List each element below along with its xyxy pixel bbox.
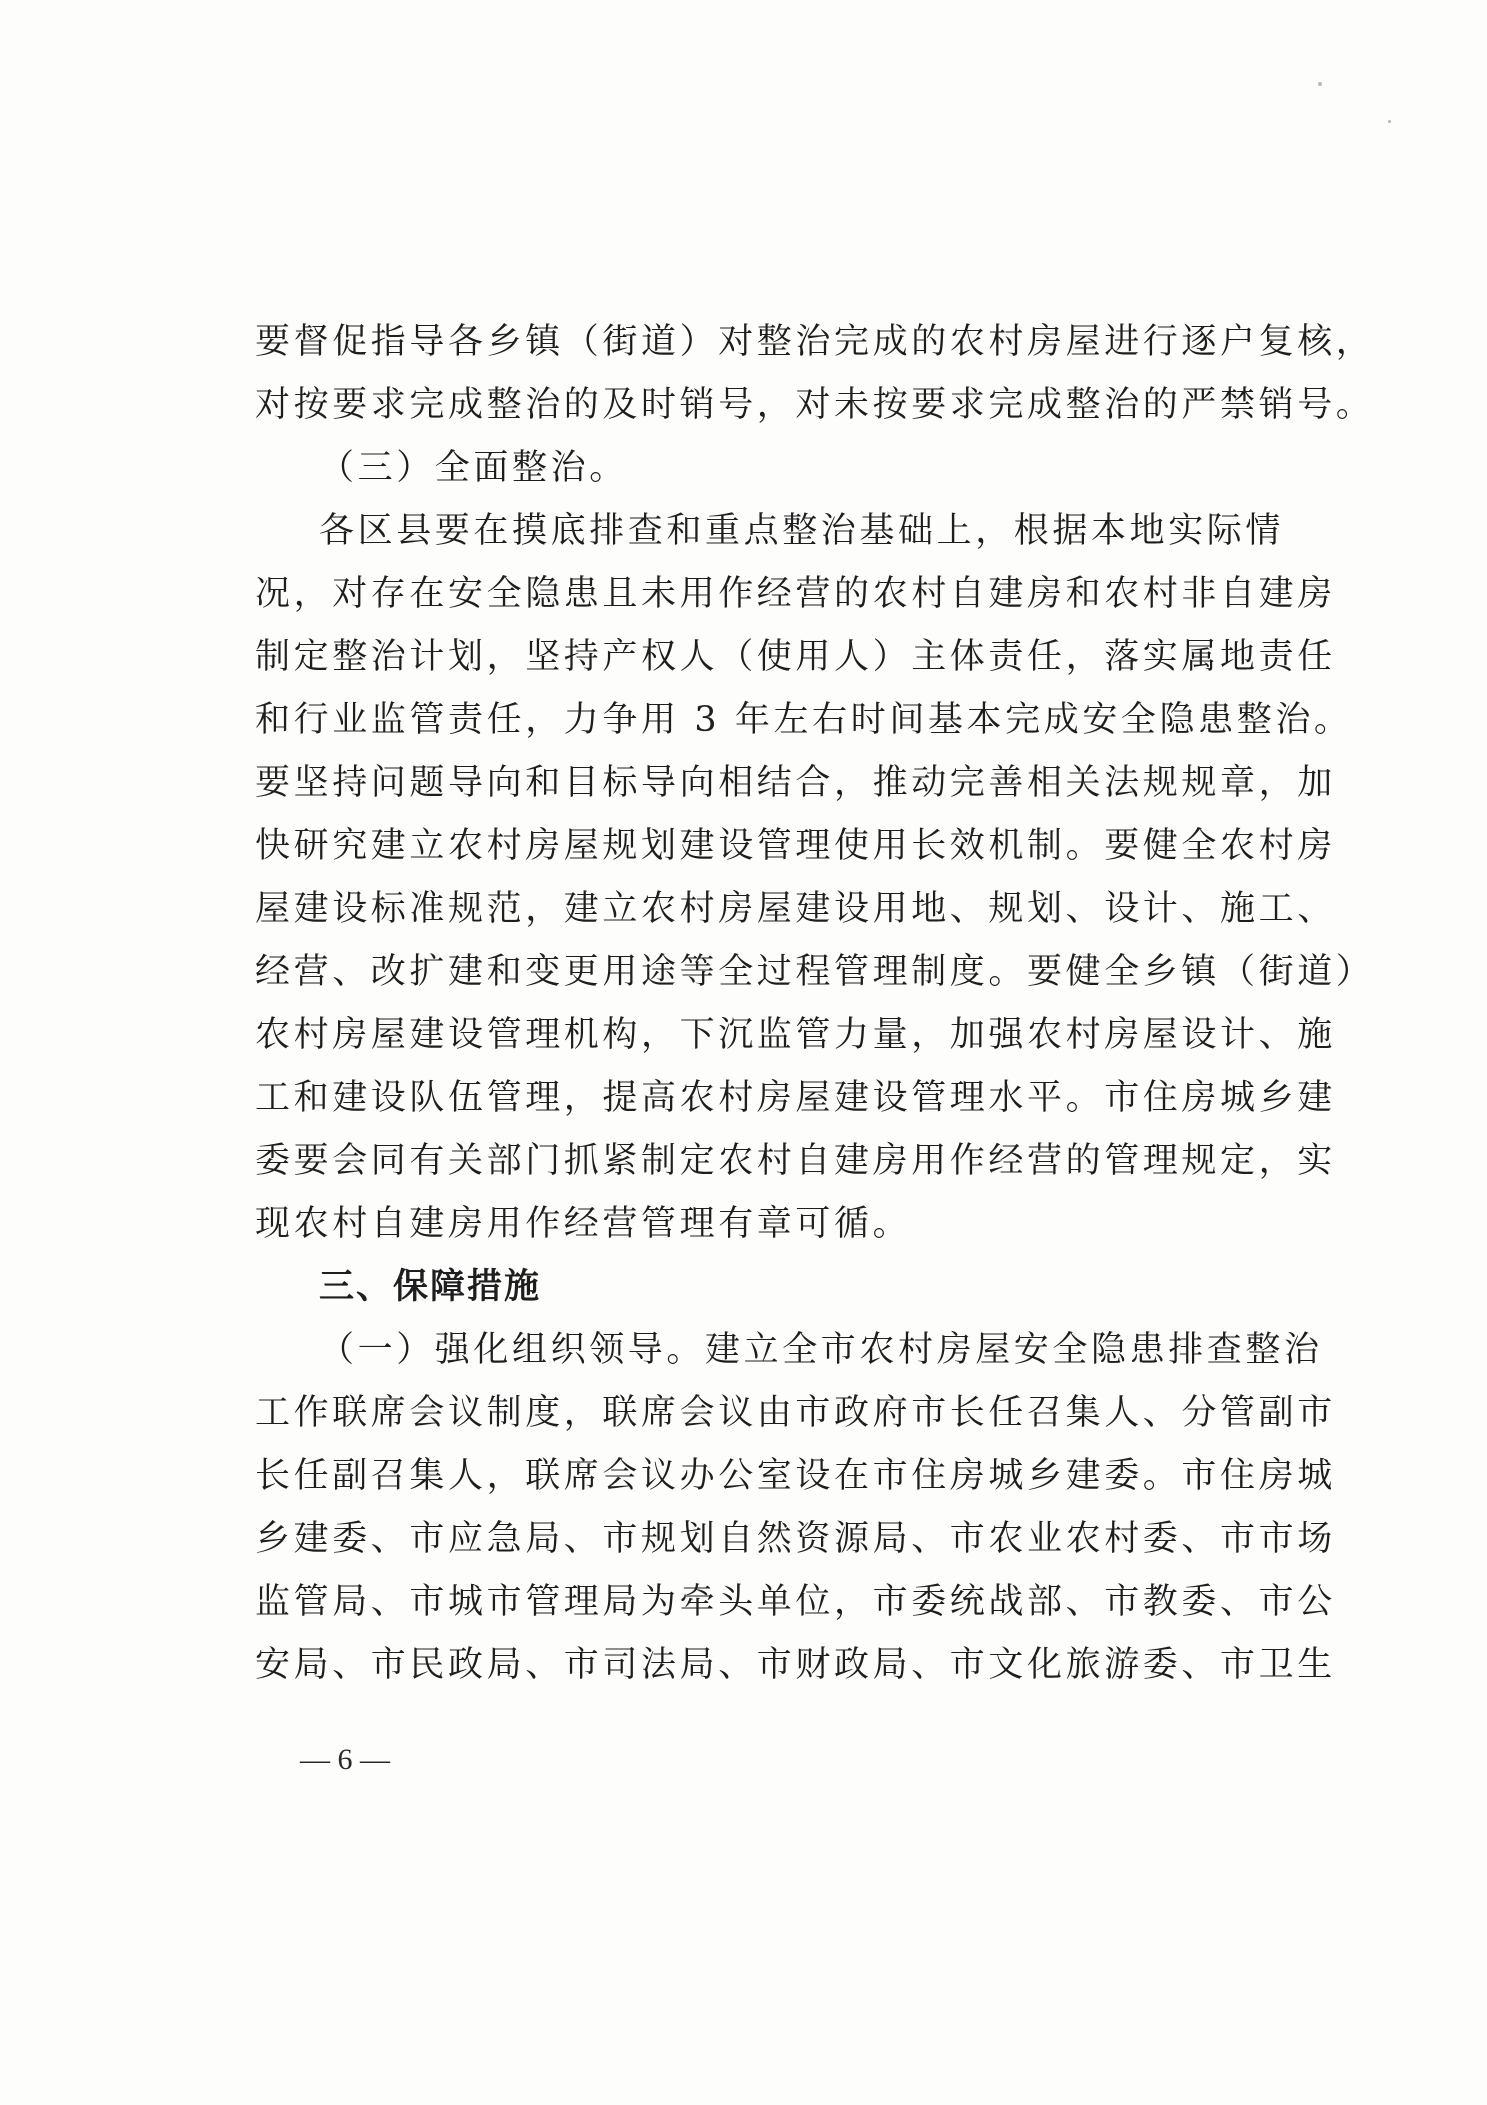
body-text-line: （一）强化组织领导。建立全市农村房屋安全隐患排查整治	[319, 1330, 1323, 1370]
body-text-line: 委要会同有关部门抓紧制定农村自建房用作经营的管理规定，实	[255, 1141, 1336, 1181]
body-text-line: 工和建设队伍管理，提高农村房屋建设管理水平。市住房城乡建	[255, 1078, 1336, 1118]
body-text-line: 经营、改扩建和变更用途等全过程管理制度。要健全乡镇（街道）	[255, 952, 1375, 992]
body-text-line: 乡建委、市应急局、市规划自然资源局、市农业农村委、市市场	[255, 1519, 1336, 1559]
section-heading: 三、保障措施	[319, 1267, 542, 1307]
body-text-line: 现农村自建房用作经营管理有章可循。	[255, 1204, 912, 1244]
body-text-line: 屋建设标准规范，建立农村房屋建设用地、规划、设计、施工、	[255, 889, 1336, 929]
body-text-line: 要坚持问题导向和目标导向相结合，推动完善相关法规规章，加	[255, 763, 1336, 803]
body-text-line: 和行业监管责任，力争用 3 年左右时间基本完成安全隐患整治。	[255, 700, 1353, 740]
body-text-line: 工作联席会议制度，联席会议由市政府市长任召集人、分管副市	[255, 1393, 1336, 1433]
body-text-line: 对按要求完成整治的及时销号，对未按要求完成整治的严禁销号。	[255, 385, 1375, 425]
body-text-line: 各区县要在摸底排查和重点整治基础上，根据本地实际情	[319, 511, 1285, 551]
body-text-line: 长任副召集人，联席会议办公室设在市住房城乡建委。市住房城	[255, 1456, 1336, 1496]
body-text-line: 况，对存在安全隐患且未用作经营的农村自建房和农村非自建房	[255, 574, 1336, 614]
body-text-line: 快研究建立农村房屋规划建设管理使用长效机制。要健全农村房	[255, 826, 1336, 866]
body-text-line: 制定整治计划，坚持产权人（使用人）主体责任，落实属地责任	[255, 637, 1336, 677]
scan-speck	[1318, 82, 1322, 86]
body-text-line: 安局、市民政局、市司法局、市财政局、市文化旅游委、市卫生	[255, 1645, 1336, 1685]
body-text-line: 监管局、市城市管理局为牵头单位，市委统战部、市教委、市公	[255, 1582, 1336, 1622]
scan-speck	[1388, 120, 1391, 123]
section-subheading: （三）全面整治。	[319, 448, 628, 488]
body-text-line: 农村房屋建设管理机构，下沉监管力量，加强农村房屋设计、施	[255, 1015, 1336, 1055]
body-text-line: 要督促指导各乡镇（街道）对整治完成的农村房屋进行逐户复核，	[255, 322, 1375, 362]
page-number: — 6 —	[300, 1743, 390, 1776]
